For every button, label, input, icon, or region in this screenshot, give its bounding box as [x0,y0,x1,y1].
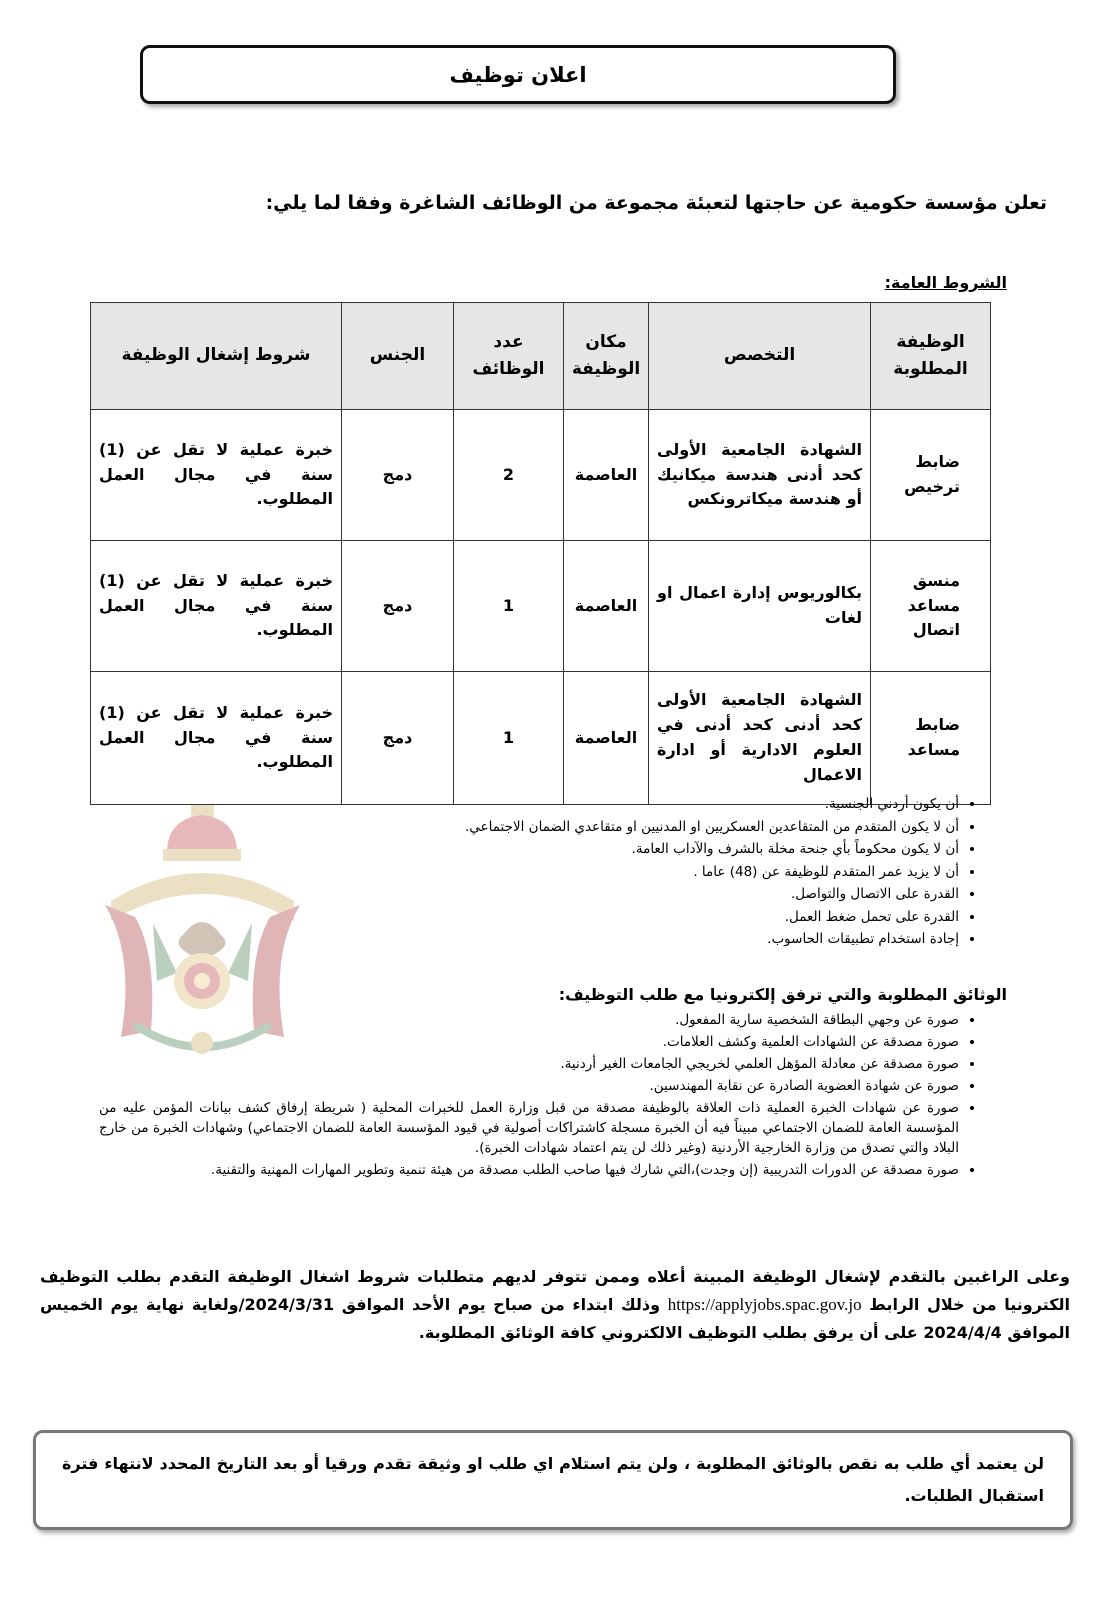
table-row [91,672,991,805]
header-job: الوظيفة المطلوبة [871,303,991,410]
application-link[interactable]: https://applyjobs.spac.gov.jo [667,1295,862,1314]
count-cell: 2 [454,410,564,541]
location-cell: العاصمة [564,541,649,672]
gender-cell: دمج [342,410,454,541]
announcement-title: اعلان توظيف [140,45,896,104]
list-item: • القدرة على تحمل ضغط العمل. [239,906,959,929]
count-cell: 1 [454,541,564,672]
general-conditions-list [239,793,977,951]
notice-box: لن يعتمد أي طلب به نقص بالوثائق المطلوبة ، ولن يتم استلام اي طلب او وثيقة تقدم ورقيا أو بعد التاريخ المحدد لانتهاء فترة استقبال الطلبات. [33,1430,1073,1530]
list-item: • صورة عن شهادة العضوية الصادرة عن نقابة المهندسين. [99,1076,959,1096]
list-item: • صورة مصدقة عن الدورات التدريبية (إن وجدت)،التي شارك فيها صاحب الطلب مصدقة من هيئة تنمية وتطوير المهارات المهنية والتقنية. [99,1160,959,1180]
list-item: • صورة مصدقة عن معادلة المؤهل العلمي لخريجي الجامعات الغير أردنية. [99,1054,959,1074]
gender-cell: دمج [342,672,454,805]
table-row [91,410,991,541]
jobs-table [90,302,991,805]
location-cell: العاصمة [564,672,649,805]
job-title-cell: منسق مساعد اتصال [871,541,991,672]
header-count: عدد الوظائف [454,303,564,410]
header-gender: الجنس [342,303,454,410]
list-item: • أن لا يكون المتقدم من المتقاعدين العسكريين او المدنيين او متقاعدي الضمان الاجتماعي. [239,816,959,839]
list-item: • صورة عن شهادات الخبرة العملية ذات العلاقة بالوظيفة مصدقة من قبل وزارة العمل للخبرات المحلية ( شريطة إرفاق كشف بيانات المؤمن عليه من المؤسسة العامة للضمان الاجتماعي مبيناً فيه أن الخبرة مسجلة كاشتراكات أصولية في قيود المؤسسة العامة للضمان الاجتماعي) وشهادات الخبرة من خارج البلاد والتي تصدق من وزارة الخارجية الأردنية (وغير ذلك لن يتم اعتماد شهادات الخبرة). [99,1098,959,1158]
requirements-cell: خبرة عملية لا تقل عن (1) سنة في مجال العمل المطلوب. [91,541,342,672]
list-item: • صورة عن وجهي البطاقة الشخصية سارية المفعول. [99,1010,959,1030]
list-item: • أن لا يكون محكوماً بأي جنحة مخلة بالشرف والآداب العامة. [239,838,959,861]
list-item: • إجادة استخدام تطبيقات الحاسوب. [239,928,959,951]
table-row [91,541,991,672]
job-title-cell: ضابط مساعد [871,672,991,805]
closing-paragraph: وعلى الراغبين بالتقدم لإشغال الوظيفة المبينة أعلاه وممن تتوفر لديهم متطلبات شروط اشغال الوظيفة التقدم بطلب التوظيف الكترونيا من خلال الرابط https://applyjobs.spac.gov.jo وذلك ابتداء من صباح يوم الأحد الموافق 2024/3/31/ولغاية نهاية يوم الخميس الموافق 2024/4/4 على أن يرفق بطلب التوظيف الالكتروني كافة الوثائق المطلوبة. [40,1267,1070,1342]
list-item: • أن يكون أردني الجنسية. [239,793,959,816]
specialty-cell: بكالوريوس إدارة اعمال او لغات [649,541,871,672]
list-item: • أن لا يزيد عمر المتقدم للوظيفة عن (48) عاما . [239,861,959,884]
list-item: • القدرة على الاتصال والتواصل. [239,883,959,906]
header-location: مكان الوظيفة [564,303,649,410]
general-conditions-heading: الشروط العامة: [884,273,1007,292]
job-title-cell: ضابط ترخيص [871,410,991,541]
specialty-cell: الشهادة الجامعية الأولى كحد أدنى هندسة ميكانيك أو هندسة ميكاترونكس [649,410,871,541]
list-item: • صورة مصدقة عن الشهادات العلمية وكشف العلامات. [99,1032,959,1052]
gender-cell: دمج [342,541,454,672]
documents-heading: الوثائق المطلوبة والتي ترفق إلكترونيا مع طلب التوظيف: [558,985,1007,1004]
table-header-row [91,303,991,410]
header-requirements: شروط إشغال الوظيفة [91,303,342,410]
requirements-cell: خبرة عملية لا تقل عن (1) سنة في مجال العمل المطلوب. [91,672,342,805]
documents-list [99,1010,977,1182]
requirements-cell: خبرة عملية لا تقل عن (1) سنة في مجال العمل المطلوب. [91,410,342,541]
count-cell: 1 [454,672,564,805]
header-specialty: التخصص [649,303,871,410]
location-cell: العاصمة [564,410,649,541]
intro-text: تعلن مؤسسة حكومية عن حاجتها لتعبئة مجموعة من الوظائف الشاغرة وفقا لما يلي: [265,192,1047,214]
specialty-cell: الشهادة الجامعية الأولى كحد أدنى كحد أدنى في العلوم الادارية أو ادارة الاعمال [649,672,871,805]
